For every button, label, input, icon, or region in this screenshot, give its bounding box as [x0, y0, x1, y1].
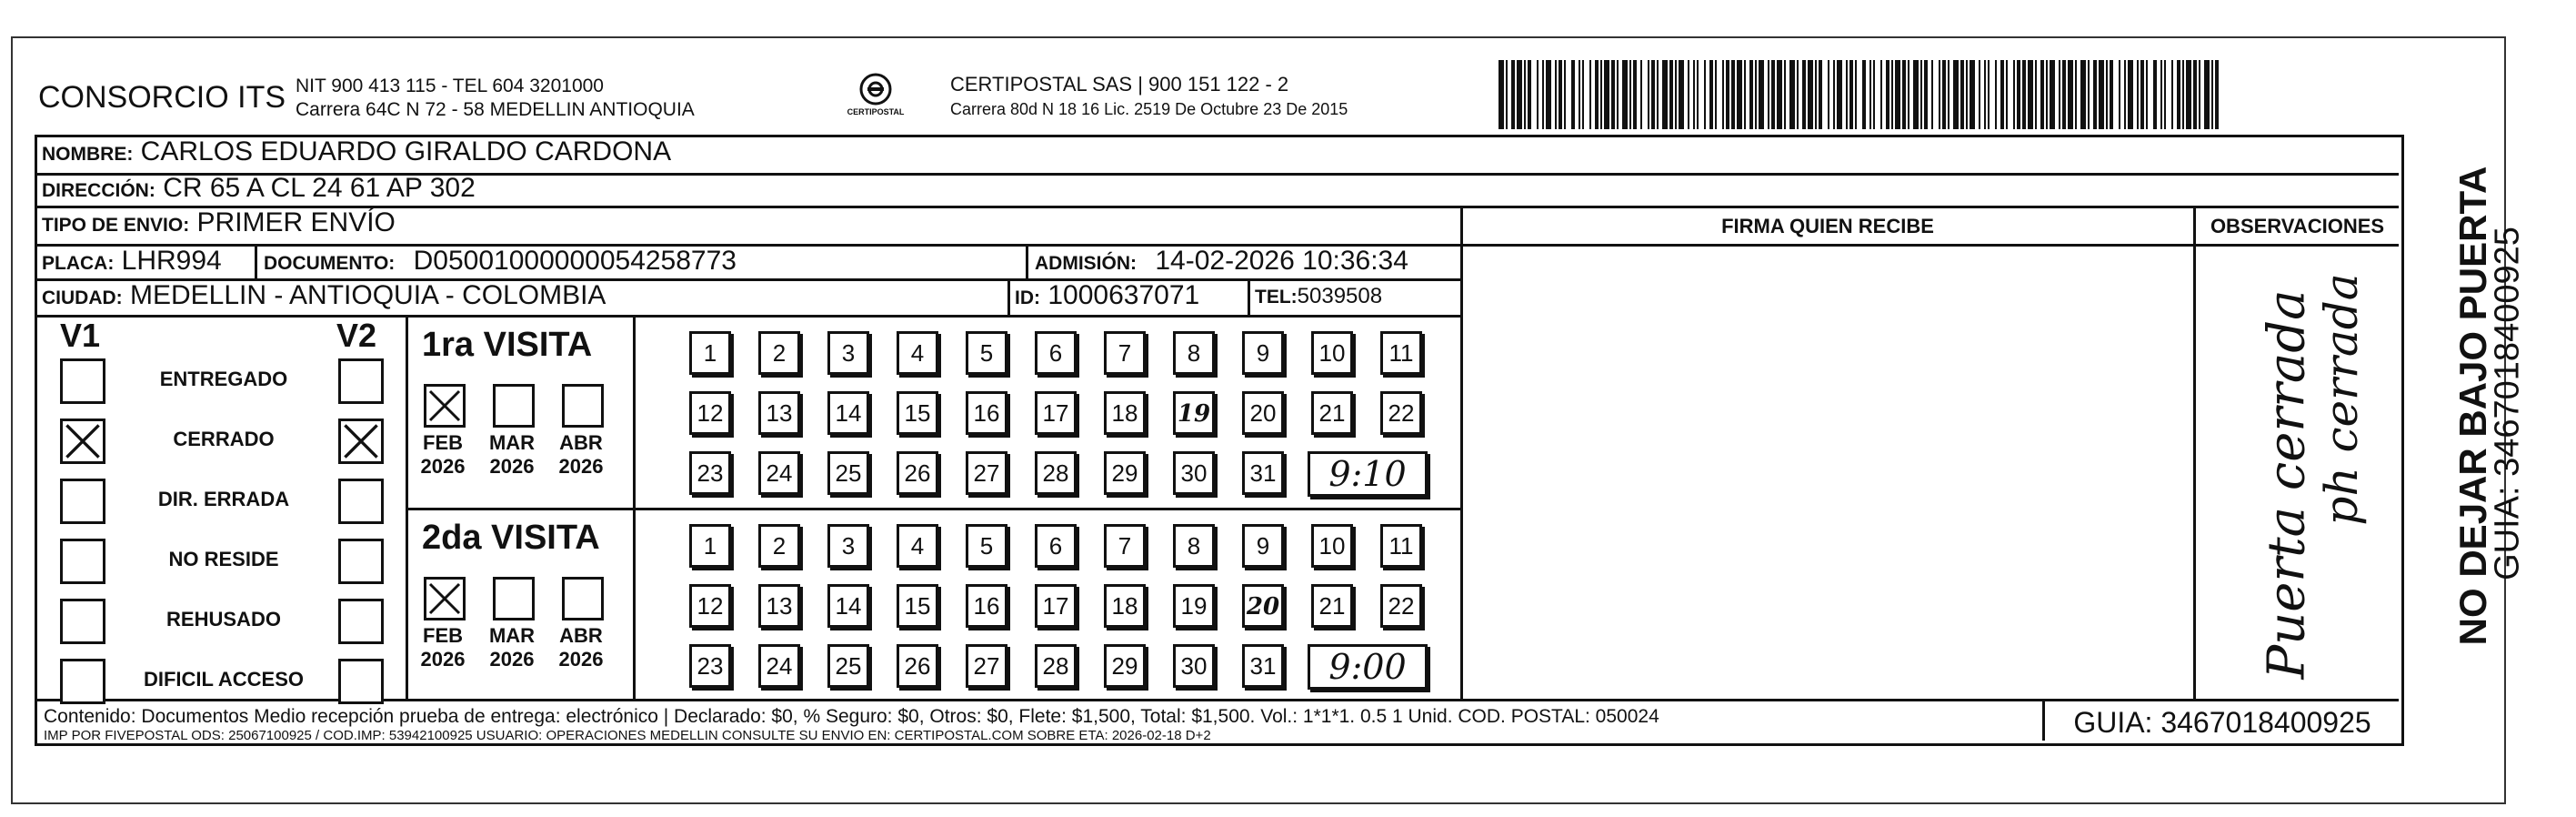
tel-label: TEL:: [1255, 287, 1298, 308]
tipo-envio-field: [42, 207, 396, 238]
day-box[interactable]: 13: [758, 391, 800, 435]
month-checkbox[interactable]: [493, 384, 535, 428]
day-box[interactable]: 25: [827, 451, 869, 495]
status-v2-checkbox[interactable]: [338, 599, 384, 644]
day-box[interactable]: 11: [1380, 331, 1422, 375]
day-box[interactable]: 22: [1380, 584, 1422, 628]
day-box[interactable]: 28: [1035, 451, 1077, 495]
day-box[interactable]: 5: [966, 331, 1007, 375]
side-guia: GUIA: 3467018400925: [2488, 227, 2527, 580]
status-v2-checkbox[interactable]: [338, 539, 384, 584]
day-box[interactable]: 11: [1380, 524, 1422, 568]
day-box[interactable]: 6: [1035, 524, 1077, 568]
company-address: Carrera 64C N 72 - 58 MEDELLIN ANTIOQUIA: [296, 99, 695, 120]
status-v1-checkbox[interactable]: [60, 659, 105, 704]
month-year: 2026: [558, 455, 604, 478]
status-label: ENTREGADO: [159, 368, 288, 390]
tel-field: [1255, 284, 1382, 309]
admision-field: [1035, 246, 1408, 277]
month-label: [480, 431, 544, 479]
day-box[interactable]: 23: [689, 644, 731, 688]
visit-time-box[interactable]: [1308, 451, 1428, 497]
placa-field: [42, 246, 222, 277]
day-box[interactable]: 10: [1311, 331, 1353, 375]
day-box[interactable]: 23: [689, 451, 731, 495]
id-value: 1000637071: [1047, 280, 1200, 310]
month-checkbox[interactable]: [493, 577, 535, 620]
day-box[interactable]: 27: [966, 451, 1007, 495]
day-box[interactable]: 10: [1311, 524, 1353, 568]
day-box[interactable]: 7: [1104, 524, 1146, 568]
month-checkbox[interactable]: [562, 577, 604, 620]
day-box[interactable]: 17: [1035, 391, 1077, 435]
day-box[interactable]: [1173, 391, 1215, 435]
day-box[interactable]: 12: [689, 584, 731, 628]
admision-value: 14-02-2026 10:36:34: [1155, 246, 1408, 276]
check-cross-icon: [426, 387, 463, 425]
day-box[interactable]: 19: [1173, 584, 1215, 628]
month-checkbox[interactable]: [424, 384, 466, 428]
direccion-field: [42, 173, 476, 204]
month-year: 2026: [489, 648, 535, 671]
day-box[interactable]: 7: [1104, 331, 1146, 375]
barcode-icon: [1498, 60, 2222, 129]
day-box[interactable]: 3: [827, 331, 869, 375]
admision-label: ADMISIÓN:: [1035, 253, 1137, 274]
status-v1-checkbox[interactable]: [60, 479, 105, 524]
day-box[interactable]: 1: [689, 524, 731, 568]
placa-label: PLACA:: [42, 253, 115, 274]
side-no-dejar: NO DEJAR BAJO PUERTA: [2451, 166, 2494, 646]
id-field: [1015, 280, 1199, 311]
status-v2-checkbox[interactable]: [338, 419, 384, 464]
status-label: DIFICIL ACCESO: [143, 668, 304, 691]
day-box[interactable]: 31: [1242, 644, 1284, 688]
status-v2-checkbox[interactable]: [338, 659, 384, 704]
v2-label: V2: [336, 317, 377, 354]
check-cross-icon: [63, 421, 103, 461]
ciudad-label: CIUDAD:: [42, 287, 123, 308]
placa-value: LHR994: [121, 246, 222, 276]
certipostal-logo: [835, 71, 917, 126]
nombre-value: CARLOS EDUARDO GIRALDO CARDONA: [140, 136, 672, 166]
check-cross-icon: [426, 580, 463, 618]
month-label: [549, 624, 613, 671]
day-box[interactable]: 24: [758, 451, 800, 495]
day-box[interactable]: 16: [966, 584, 1007, 628]
day-box[interactable]: 24: [758, 644, 800, 688]
day-box[interactable]: 20: [1242, 391, 1284, 435]
observaciones-label: OBSERVACIONES: [2210, 215, 2385, 237]
status-v2-checkbox[interactable]: [338, 358, 384, 404]
month-name: ABR: [559, 431, 603, 454]
firma-label: FIRMA QUIEN RECIBE: [1721, 215, 1934, 237]
observaciones-line-2: ph cerrada: [2315, 273, 2368, 526]
day-box[interactable]: 13: [758, 584, 800, 628]
documento-value: D05001000000054258773: [413, 246, 737, 276]
visit-time: 9:00: [1328, 647, 1407, 687]
day-box[interactable]: 5: [966, 524, 1007, 568]
status-v1-checkbox[interactable]: [60, 539, 105, 584]
day-box[interactable]: 4: [897, 524, 938, 568]
day-box[interactable]: 31: [1242, 451, 1284, 495]
documento-field: [264, 246, 737, 277]
company-name: CONSORCIO ITS: [38, 80, 286, 115]
month-checkbox[interactable]: [424, 577, 466, 620]
day-box[interactable]: 21: [1311, 391, 1353, 435]
company-nit: NIT 900 413 115 - TEL 604 3201000: [296, 76, 604, 96]
nombre-label: NOMBRE:: [42, 144, 134, 165]
tel-value: 5039508: [1297, 284, 1383, 308]
visit-time-box[interactable]: [1308, 644, 1428, 690]
tipo-envio-value: PRIMER ENVÍO: [196, 207, 396, 237]
day-box[interactable]: 26: [897, 644, 938, 688]
status-v2-checkbox[interactable]: [338, 479, 384, 524]
day-box[interactable]: 14: [827, 584, 869, 628]
visit-time: 9:10: [1328, 454, 1407, 494]
day-marked: 19: [1177, 400, 1211, 428]
day-box[interactable]: 8: [1173, 524, 1215, 568]
month-name: ABR: [559, 624, 603, 647]
month-year: 2026: [420, 455, 466, 478]
day-box[interactable]: 2: [758, 331, 800, 375]
ciudad-field: [42, 280, 606, 311]
month-label: [549, 431, 613, 479]
tipo-envio-label: TIPO DE ENVIO:: [42, 215, 190, 236]
v1-label: V1: [60, 317, 101, 354]
nombre-field: [42, 136, 671, 167]
status-label: DIR. ERRADA: [157, 488, 290, 510]
observaciones-line-1: Puerta cerrada: [2257, 289, 2317, 680]
month-name: MAR: [488, 431, 536, 454]
day-box[interactable]: 9: [1242, 524, 1284, 568]
status-label: REHUSADO: [166, 608, 281, 630]
visit-title: 1ra VISITA: [422, 326, 593, 364]
day-box[interactable]: [1242, 584, 1284, 628]
barcode: [1498, 60, 2222, 129]
documento-label: DOCUMENTO:: [264, 253, 396, 274]
month-name: FEB: [423, 624, 463, 647]
status-label: NO RESIDE: [168, 548, 279, 570]
footer-print-info: IMP POR FIVEPOSTAL ODS: 25067100925 / COD.IMP: 53942100925 USUARIO: OPERACIONES MEDELLIN CONSULTE SU ENVIO EN: CERTIPOSTAL.COM SOBRE ETA: 2026-02-18 D+2: [44, 728, 1211, 743]
day-box[interactable]: 30: [1173, 644, 1215, 688]
month-year: 2026: [489, 455, 535, 478]
day-box[interactable]: 22: [1380, 391, 1422, 435]
day-box[interactable]: 16: [966, 391, 1007, 435]
day-box[interactable]: 14: [827, 391, 869, 435]
direccion-value: CR 65 A CL 24 61 AP 302: [163, 173, 476, 203]
day-box[interactable]: 29: [1104, 644, 1146, 688]
day-box[interactable]: 6: [1035, 331, 1077, 375]
day-box[interactable]: 28: [1035, 644, 1077, 688]
day-box[interactable]: 21: [1311, 584, 1353, 628]
status-v1-checkbox[interactable]: [60, 358, 105, 404]
certipostal-name: CERTIPOSTAL SAS | 900 151 122 - 2: [950, 73, 1289, 96]
day-box[interactable]: 3: [827, 524, 869, 568]
side-warning: [2328, 146, 2573, 691]
day-box[interactable]: 17: [1035, 584, 1077, 628]
day-box[interactable]: 26: [897, 451, 938, 495]
day-box[interactable]: 8: [1173, 331, 1215, 375]
day-box[interactable]: 18: [1104, 391, 1146, 435]
day-box[interactable]: 25: [827, 644, 869, 688]
month-label: [411, 431, 475, 479]
month-label: [411, 624, 475, 671]
footer-guia: GUIA: 3467018400925: [2073, 706, 2371, 739]
day-box[interactable]: 15: [897, 391, 938, 435]
ciudad-value: MEDELLIN - ANTIOQUIA - COLOMBIA: [130, 280, 606, 310]
day-marked: 20: [1246, 593, 1280, 620]
day-box[interactable]: 27: [966, 644, 1007, 688]
status-v1-checkbox[interactable]: [60, 419, 105, 464]
day-box[interactable]: 2: [758, 524, 800, 568]
day-box[interactable]: 18: [1104, 584, 1146, 628]
month-checkbox[interactable]: [562, 384, 604, 428]
month-name: FEB: [423, 431, 463, 454]
month-label: [480, 624, 544, 671]
id-label: ID:: [1015, 287, 1040, 308]
status-v1-checkbox[interactable]: [60, 599, 105, 644]
month-name: MAR: [488, 624, 536, 647]
day-box[interactable]: 29: [1104, 451, 1146, 495]
month-year: 2026: [420, 648, 466, 671]
month-year: 2026: [558, 648, 604, 671]
direccion-label: DIRECCIÓN:: [42, 180, 155, 201]
day-box[interactable]: 15: [897, 584, 938, 628]
certipostal-logo-icon: [835, 71, 917, 126]
day-box[interactable]: 4: [897, 331, 938, 375]
day-box[interactable]: 12: [689, 391, 731, 435]
day-box[interactable]: 1: [689, 331, 731, 375]
certipostal-logo-text: CERTIPOSTAL: [847, 107, 905, 116]
certipostal-address: Carrera 80d N 18 16 Lic. 2519 De Octubre 23 De 2015: [950, 100, 1348, 118]
day-box[interactable]: 9: [1242, 331, 1284, 375]
visit-title: 2da VISITA: [422, 519, 600, 557]
status-label: CERRADO: [173, 428, 275, 450]
check-cross-icon: [341, 421, 381, 461]
footer-content: Contenido: Documentos Medio recepción prueba de entrega: electrónico | Declarado: $0, % Seguro: $0, Otros: $0, Flete: $1,500, Total: $1,500. Vol.: 1*1*1. 0.5 1 Unid. COD. POSTAL: 050024: [44, 706, 1659, 727]
day-box[interactable]: 30: [1173, 451, 1215, 495]
